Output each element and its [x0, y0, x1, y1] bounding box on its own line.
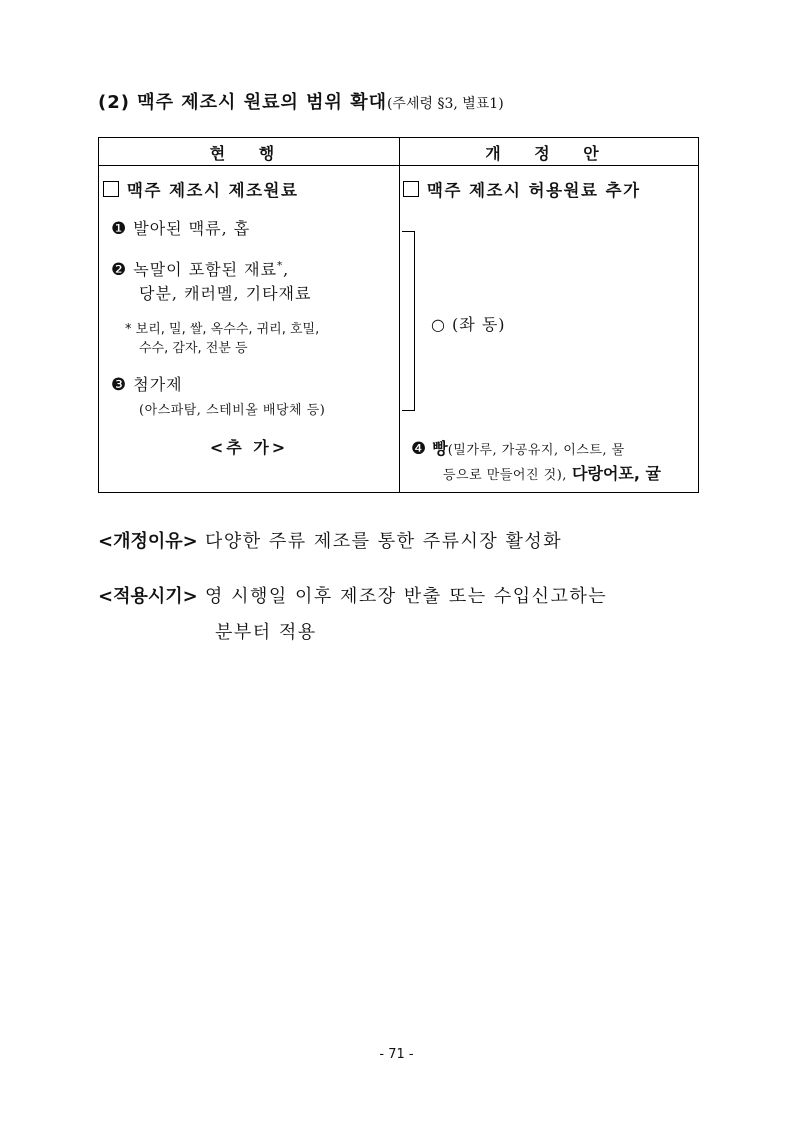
number-1-icon: ❶	[111, 219, 128, 239]
heading-title: (2) 맥주 제조시 원료의 범위 확대	[98, 92, 387, 113]
left-item-2-line1: 녹말이 포함된 재료	[133, 260, 278, 279]
right-same-as-left: ○ (좌 동)	[431, 315, 506, 334]
left-item-3-detail: (아스파탐, 스테비올 배당체 등)	[139, 403, 326, 418]
left-section-title-text: 맥주 제조시 제조원료	[127, 181, 299, 200]
right-item-4-line2	[443, 461, 661, 484]
page-number: - 71 -	[379, 1047, 414, 1062]
right-section-title-text: 맥주 제조시 허용원료 추가	[427, 181, 641, 200]
right-item-4-detail-line2: 등으로 만들어진 것),	[443, 468, 567, 483]
number-3-icon: ❸	[111, 375, 128, 395]
application-timing-label: <적용시기>	[98, 586, 198, 607]
number-4-icon: ❹	[411, 439, 427, 459]
application-timing-text-line2: 분부터 적용	[215, 622, 317, 643]
column-divider	[399, 138, 400, 492]
revision-reason	[98, 527, 562, 553]
right-section-title	[403, 177, 641, 201]
left-item-1-text: 발아된 맥류, 홉	[133, 219, 251, 238]
comparison-table	[98, 137, 699, 493]
application-timing-text-line1: 영 시행일 이후 제조장 반출 또는 수입신고하는	[204, 586, 608, 607]
header-current: 현 행	[209, 144, 289, 163]
checkbox-square-icon	[103, 181, 119, 197]
left-section-title	[103, 177, 298, 201]
left-add-placeholder: <추 가>	[209, 438, 289, 457]
left-note-line2: 수수, 감자, 전분 등	[139, 341, 248, 356]
left-note-line1: * 보리, 밀, 쌀, 옥수수, 귀리, 호밀,	[125, 322, 320, 337]
left-item-3	[111, 372, 183, 395]
footnote-star: *	[277, 260, 284, 272]
revision-reason-text: 다양한 주류 제조를 통한 주류시장 활성화	[204, 531, 563, 552]
left-item-2	[111, 257, 289, 280]
number-2-icon: ❷	[111, 260, 128, 280]
bracket-line	[402, 231, 415, 411]
left-item-1	[111, 216, 250, 239]
left-item-2-line2: 당분, 캐러멜, 기타재료	[139, 284, 312, 303]
left-item-2-comma: ,	[283, 260, 290, 279]
revision-reason-label: <개정이유>	[98, 531, 198, 552]
application-timing	[98, 582, 607, 608]
section-heading	[98, 88, 504, 114]
right-item-4-detail-line1: (밀가루, 가공유지, 이스트, 물	[447, 443, 625, 458]
header-proposed: 개 정 안	[485, 144, 613, 163]
left-item-3-text: 첨가제	[133, 375, 183, 394]
right-item-4	[411, 436, 625, 459]
heading-reference: (주세령 §3, 별표1)	[386, 96, 504, 112]
checkbox-square-icon	[403, 181, 419, 197]
right-item-4-bold2: 다랑어포, 귤	[572, 464, 661, 483]
right-item-4-bold: 빵	[432, 439, 448, 458]
